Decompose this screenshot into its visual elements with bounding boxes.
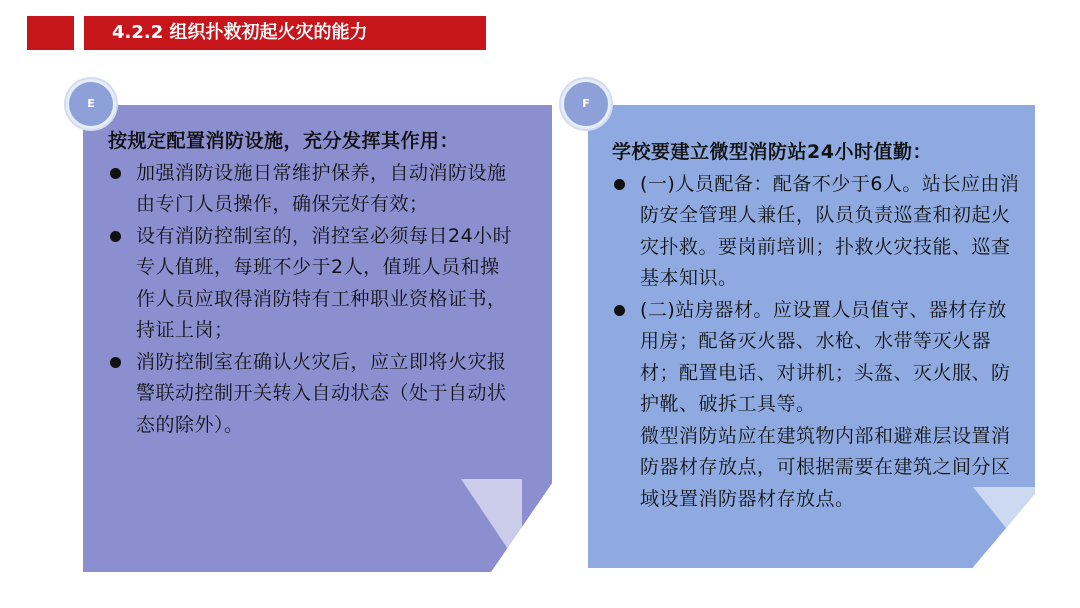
list-item-text: 加强消防设施日常维护保养，自动消防设施由专门人员操作，确保完好有效；	[136, 161, 507, 215]
list-item-text: (一)人员配备：配备不少于6人。站长应由消防安全管理人兼任，队员负责巡查和初起火灾扑救。要岗前培训；扑救火灾技能、巡查基本知识。	[640, 172, 1020, 289]
card-e-bullet-list	[108, 158, 513, 442]
card-f-trailing-text: 微型消防站应在建筑物内部和避难层设置消防器材存放点，可根据需要在建筑之间分区域设置消防器材存放点。	[640, 424, 1011, 510]
bullet-dot-icon	[614, 179, 625, 190]
list-item-text: (二)站房器材。应设置人员值守、器材存放用房；配备灭火器、水枪、水带等灭火器材；配置电话、对讲机；头盔、灭火服、防护靴、破拆工具等。	[640, 298, 1011, 415]
list-item	[108, 158, 513, 221]
header-accent-block	[27, 16, 74, 50]
bullet-dot-icon	[110, 168, 121, 179]
card-f-bullet-list	[612, 169, 1022, 421]
card-e-content	[108, 126, 513, 441]
card-f-heading: 学校要建立微型消防站24小时值勤：	[612, 141, 932, 163]
list-item	[612, 295, 1022, 421]
list-item	[108, 347, 513, 442]
card-e-folded-corner	[461, 479, 522, 570]
card-f-content	[612, 137, 1022, 515]
list-item	[612, 169, 1022, 295]
bullet-dot-icon	[614, 305, 625, 316]
card-f-badge: F	[561, 79, 611, 129]
card-e-badge: E	[66, 79, 116, 129]
card-e-heading: 按规定配置消防设施，充分发挥其作用：	[108, 130, 460, 152]
list-item-text: 设有消防控制室的，消控室必须每日24小时专人值班，每班不少于2人，值班人员和操作人员应取得消防特有工种职业资格证书，持证上岗；	[136, 224, 513, 341]
list-item	[108, 221, 513, 347]
bullet-dot-icon	[110, 231, 121, 242]
section-title: 4.2.2 组织扑救初起火灾的能力	[84, 16, 486, 50]
bullet-dot-icon	[110, 357, 121, 368]
list-item-text: 消防控制室在确认火灾后，应立即将火灾报警联动控制开关转入自动状态（处于自动状态的除外）。	[136, 350, 507, 436]
